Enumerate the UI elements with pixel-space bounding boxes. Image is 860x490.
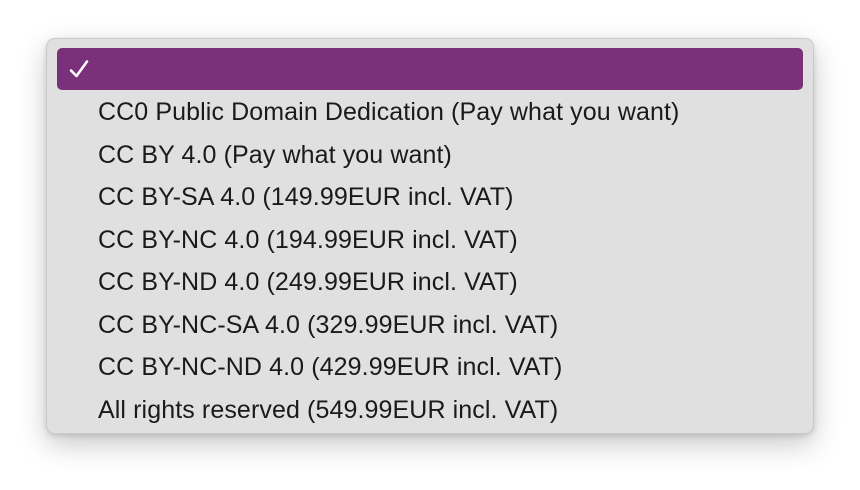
menu-item-label: CC BY-ND 4.0 (249.99EUR incl. VAT)	[98, 268, 518, 296]
menu-item-label: CC0 Public Domain Dedication (Pay what you want)	[98, 98, 680, 126]
menu-item-cc-by-sa[interactable]	[57, 176, 803, 218]
menu-item-all-rights-reserved[interactable]	[57, 389, 803, 431]
menu-item-label: CC BY-NC 4.0 (194.99EUR incl. VAT)	[98, 226, 518, 254]
checkmark-icon	[67, 48, 91, 90]
menu-item-cc-by[interactable]	[57, 134, 803, 176]
menu-item-cc-by-nc[interactable]	[57, 219, 803, 261]
menu-item-label: CC BY 4.0 (Pay what you want)	[98, 141, 452, 169]
menu-item-empty-selected[interactable]	[57, 48, 803, 90]
menu-item-label: CC BY-NC-SA 4.0 (329.99EUR incl. VAT)	[98, 311, 559, 339]
menu-item-cc-by-nc-sa[interactable]	[57, 304, 803, 346]
menu-item-label: CC BY-SA 4.0 (149.99EUR incl. VAT)	[98, 183, 514, 211]
menu-item-cc0[interactable]	[57, 91, 803, 133]
license-dropdown-menu	[46, 38, 814, 434]
menu-item-label: CC BY-NC-ND 4.0 (429.99EUR incl. VAT)	[98, 353, 563, 381]
menu-item-cc-by-nd[interactable]	[57, 261, 803, 303]
menu-item-cc-by-nc-nd[interactable]	[57, 346, 803, 388]
menu-item-label: All rights reserved (549.99EUR incl. VAT)	[98, 396, 559, 424]
